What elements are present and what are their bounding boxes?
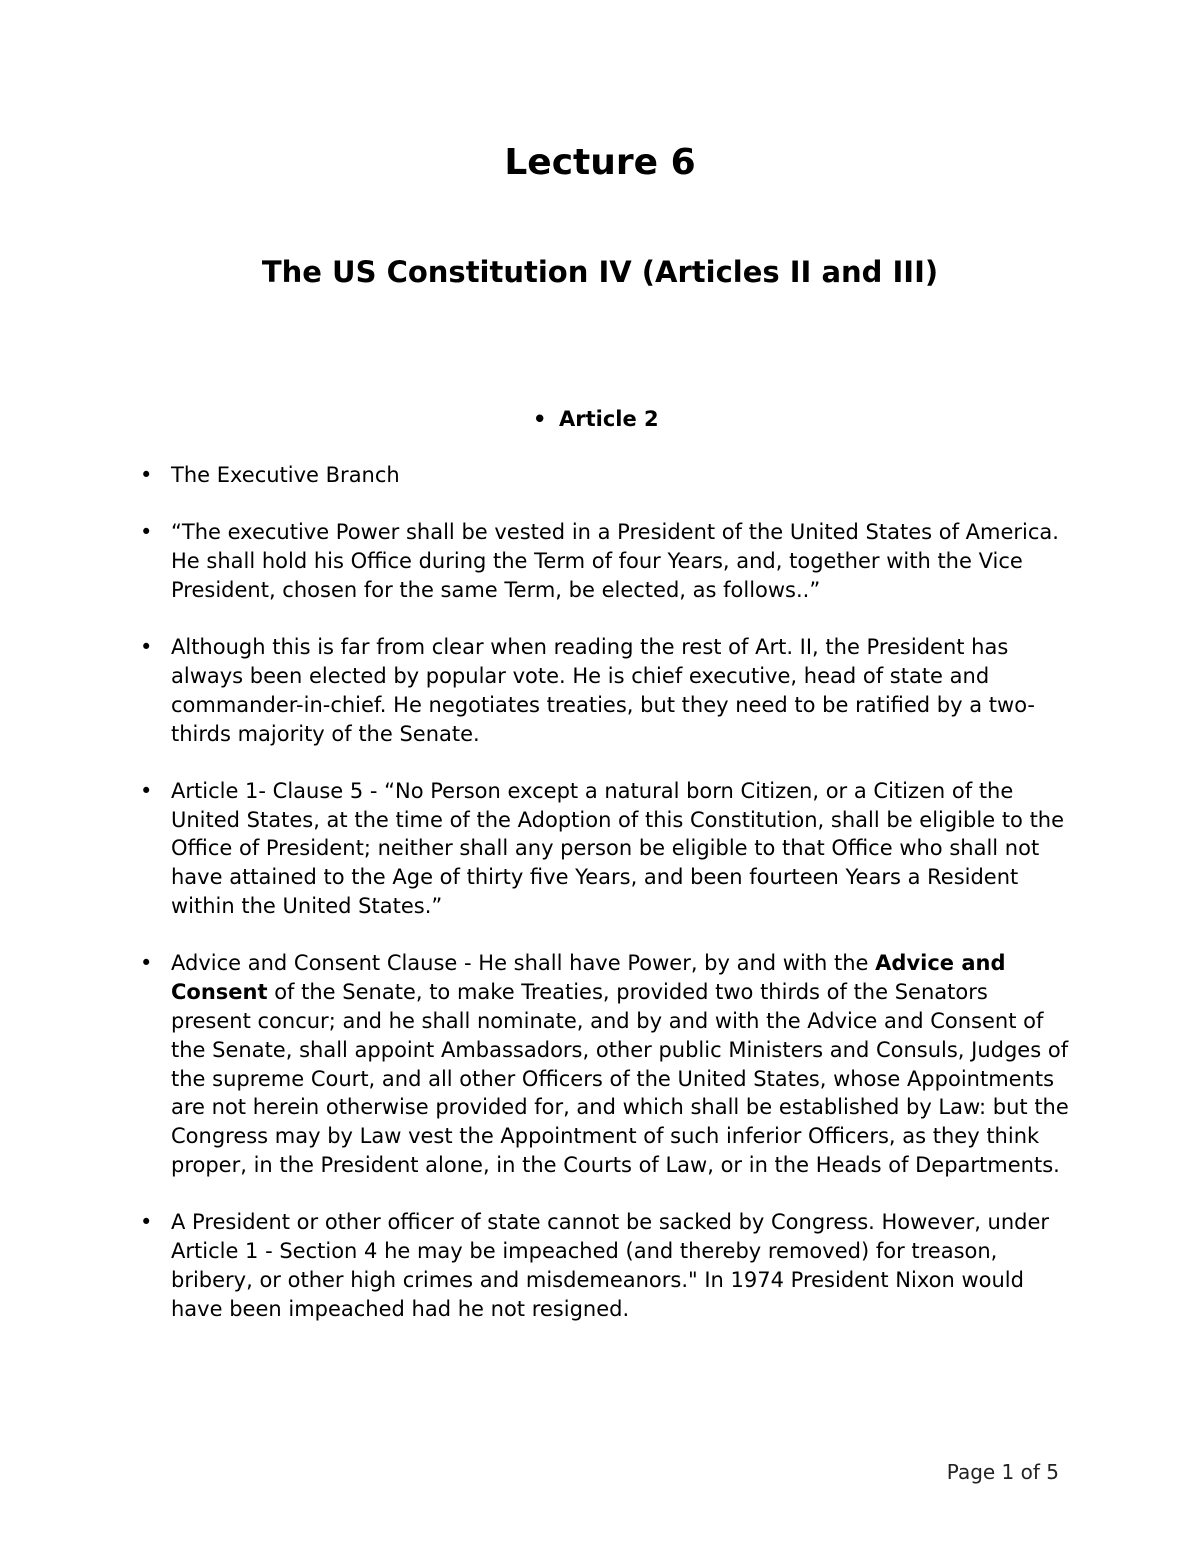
list-item-text: A President or other officer of state cannot be sacked by Congress. However, under Article 1 - Section 4 he may be impeached (and thereby removed) for treason, bribery, or other high crimes and misdemeanors." In 1974 President Nixon would have been impeached had he not resigned. [171, 1210, 1050, 1321]
article-heading-label: Article 2 [559, 407, 659, 431]
list-item [140, 777, 1070, 921]
bold-term: Advice and Consent [171, 951, 1006, 1005]
bullet-icon: • [140, 520, 153, 545]
bullet-icon: • [533, 407, 547, 431]
list-item [140, 518, 1070, 604]
list-item [140, 949, 1070, 1179]
article-heading [533, 404, 659, 434]
page-number: Page 1 of 5 [946, 1460, 1059, 1484]
list-item-text [171, 949, 1070, 1179]
bullet-list [140, 461, 1070, 1352]
list-item-text: Although this is far from clear when reading the rest of Art. II, the President has always been elected by popular vote. He is chief executive, head of state and commander-in-chief. He negotiates treaties, but they need to be ratified by a two-thirds majority of the Senate. [171, 635, 1036, 746]
list-item [140, 1208, 1070, 1323]
list-item-text: “The executive Power shall be vested in a President of the United States of America. He shall hold his Office during the Term of four Years, and, together with the Vice President, chosen for the same Term, be elected, as follows..” [171, 520, 1059, 602]
page-subtitle: The US Constitution IV (Articles II and III) [261, 255, 939, 289]
list-item [140, 633, 1070, 748]
bullet-icon: • [140, 951, 153, 976]
bullet-icon: • [140, 635, 153, 660]
list-item-text: The Executive Branch [171, 463, 400, 487]
bullet-icon: • [140, 463, 153, 487]
list-item-text-part: Advice and Consent Clause - He shall have Power, by and with the [171, 951, 876, 976]
bullet-icon: • [140, 778, 153, 803]
list-item-text: Article 1- Clause 5 - “No Person except a natural born Citizen, or a Citizen of the United States, at the time of the Adoption of this Constitution, shall be eligible to the Office of President; neither shall any person be eligible to that Office who shall not have attained to the Age of thirty five Years, and been fourteen Years a Resident within the United States.” [171, 778, 1065, 919]
page-title: Lecture 6 [504, 142, 696, 183]
bullet-icon: • [140, 1210, 153, 1235]
list-item-text-part: of the Senate, to make Treaties, provided two thirds of the Senators present concur; and he shall nominate, and by and with the Advice and Consent of the Senate, shall appoint Ambassadors, other public Ministers and Consuls, Judges of the supreme Court, and all other Officers of the United States, whose Appointments are not herein otherwise provided for, and which shall be established by Law: but the Congress may by Law vest the Appointment of such inferior Officers, as they think proper, in the President alone, in the Courts of Law, or in the Heads of Departments. [171, 980, 1069, 1177]
list-item [140, 461, 1070, 490]
